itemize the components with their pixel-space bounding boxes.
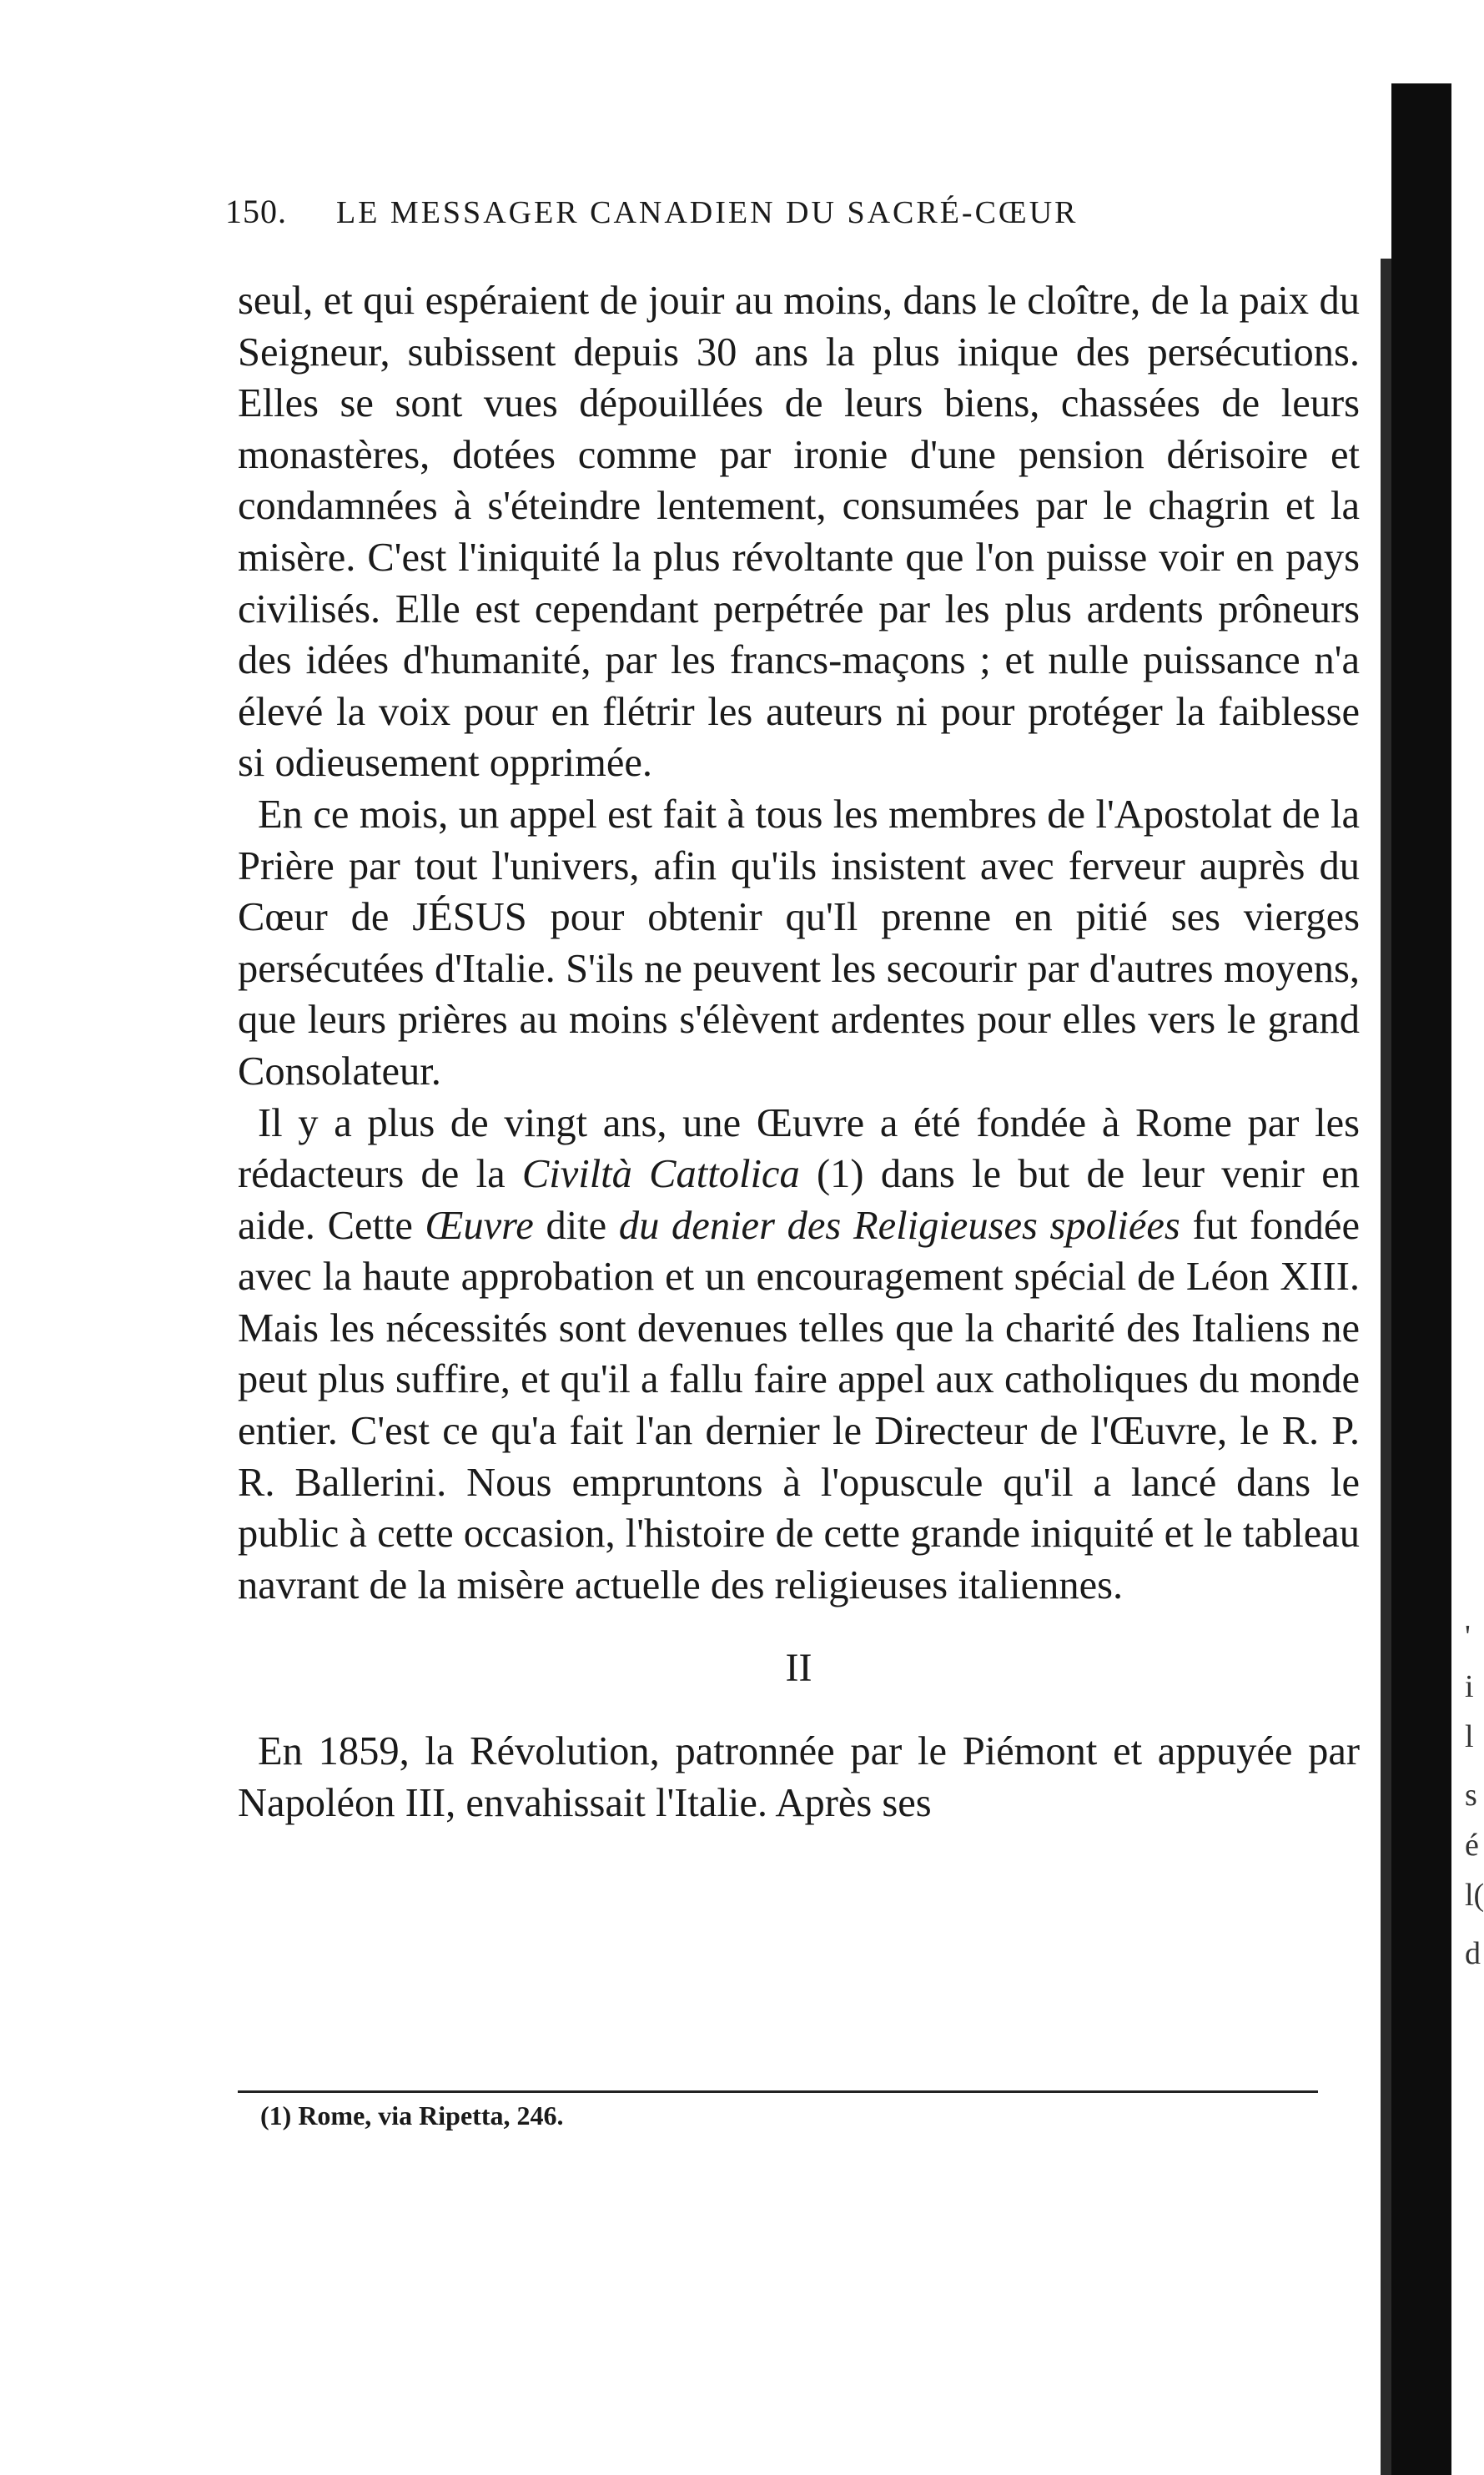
margin-mark-5: é xyxy=(1465,1828,1479,1863)
paragraph-3-part-1: Il y a plus de vingt ans, une Œuvre a été fondée à Rome par les rédacteurs de la xyxy=(238,1100,1360,1197)
journal-title: Civiltà Cattolica xyxy=(521,1152,800,1197)
margin-mark-7: d xyxy=(1465,1936,1481,1971)
oeuvre-term: Œuvre xyxy=(425,1203,534,1248)
margin-mark-2: i xyxy=(1465,1669,1474,1704)
oeuvre-name: du denier des Religieuses spoliées xyxy=(618,1203,1180,1248)
paragraph-3 xyxy=(238,1098,1360,1612)
margin-mark-4: s xyxy=(1465,1778,1477,1813)
page-header xyxy=(225,192,1326,231)
running-title: LE MESSAGER CANADIEN DU SACRÉ-CŒUR xyxy=(336,195,1079,230)
paragraph-1: seul, et qui espéraient de jouir au moins, dans le cloître, de la paix du Seigneur, subissent depuis 30 ans la plus inique des persécutions. Elles se sont vues dépouillées de leurs biens, chassées de leurs monastères, dotées comme par ironie d'une pension dérisoire et condamnées à s'éteindre lentement, consumées par le chagrin et la misère. C'est l'iniquité la plus révoltante que l'on puisse voir en pays civilisés. Elle est cependant perpétrée par les plus ardents prôneurs des idées d'humanité, par les francs-maçons ; et nulle puissance n'a élevé la voix pour en flétrir les auteurs ni pour protéger la faiblesse si odieusement opprimée. xyxy=(238,279,1360,786)
margin-mark-1: ' xyxy=(1465,1619,1471,1654)
binding-shadow xyxy=(1391,83,1451,2475)
margin-mark-6: l( xyxy=(1465,1878,1484,1913)
paragraph-3-part-4: fut fondée avec la haute approbation et un encouragement spécial de Léon XIII. Mais les nécessités sont devenues telles que la charité des Italiens ne peut plus suffire, et qu'il a fallu faire appel aux catholiques du monde entier. C'est ce qu'a fait l'an dernier le Directeur de l'Œuvre, le R. P. R. Ballerini. Nous empruntons à l'opuscule qu'il a lancé dans le public à cette occasion, l'histoire de cette grande iniquité et le tableau navrant de la misère actuelle des religieuses italiennes. xyxy=(238,1203,1360,1607)
footnote-divider xyxy=(238,2090,1318,2093)
margin-mark-3: l xyxy=(1465,1719,1474,1754)
section-number: II xyxy=(785,1646,812,1691)
paragraph-3-part-2: (1) dans le but de leur venir en aide. Cette xyxy=(238,1152,1360,1248)
page-number: 150. xyxy=(225,193,287,230)
paragraph-2: En ce mois, un appel est fait à tous les membres de l'Apostolat de la Prière par tout l'univers, afin qu'ils insistent avec ferveur auprès du Cœur de JÉSUS pour obtenir qu'Il prenne en pitié ses vierges persécutées d'Italie. S'ils ne peuvent les secourir par d'autres moyens, que leurs prières au moins s'élèvent ardentes pour elles vers le grand Consolateur. xyxy=(238,792,1360,1094)
paragraph-3-part-3: dite xyxy=(533,1203,619,1248)
paragraph-4: En 1859, la Révolution, patronnée par le Piémont et appuyée par Napoléon III, envahissait l'Italie. Après ses xyxy=(238,1729,1360,1825)
footnote: (1) Rome, via Ripetta, 246. xyxy=(260,2100,564,2130)
page-body xyxy=(238,275,1360,1829)
